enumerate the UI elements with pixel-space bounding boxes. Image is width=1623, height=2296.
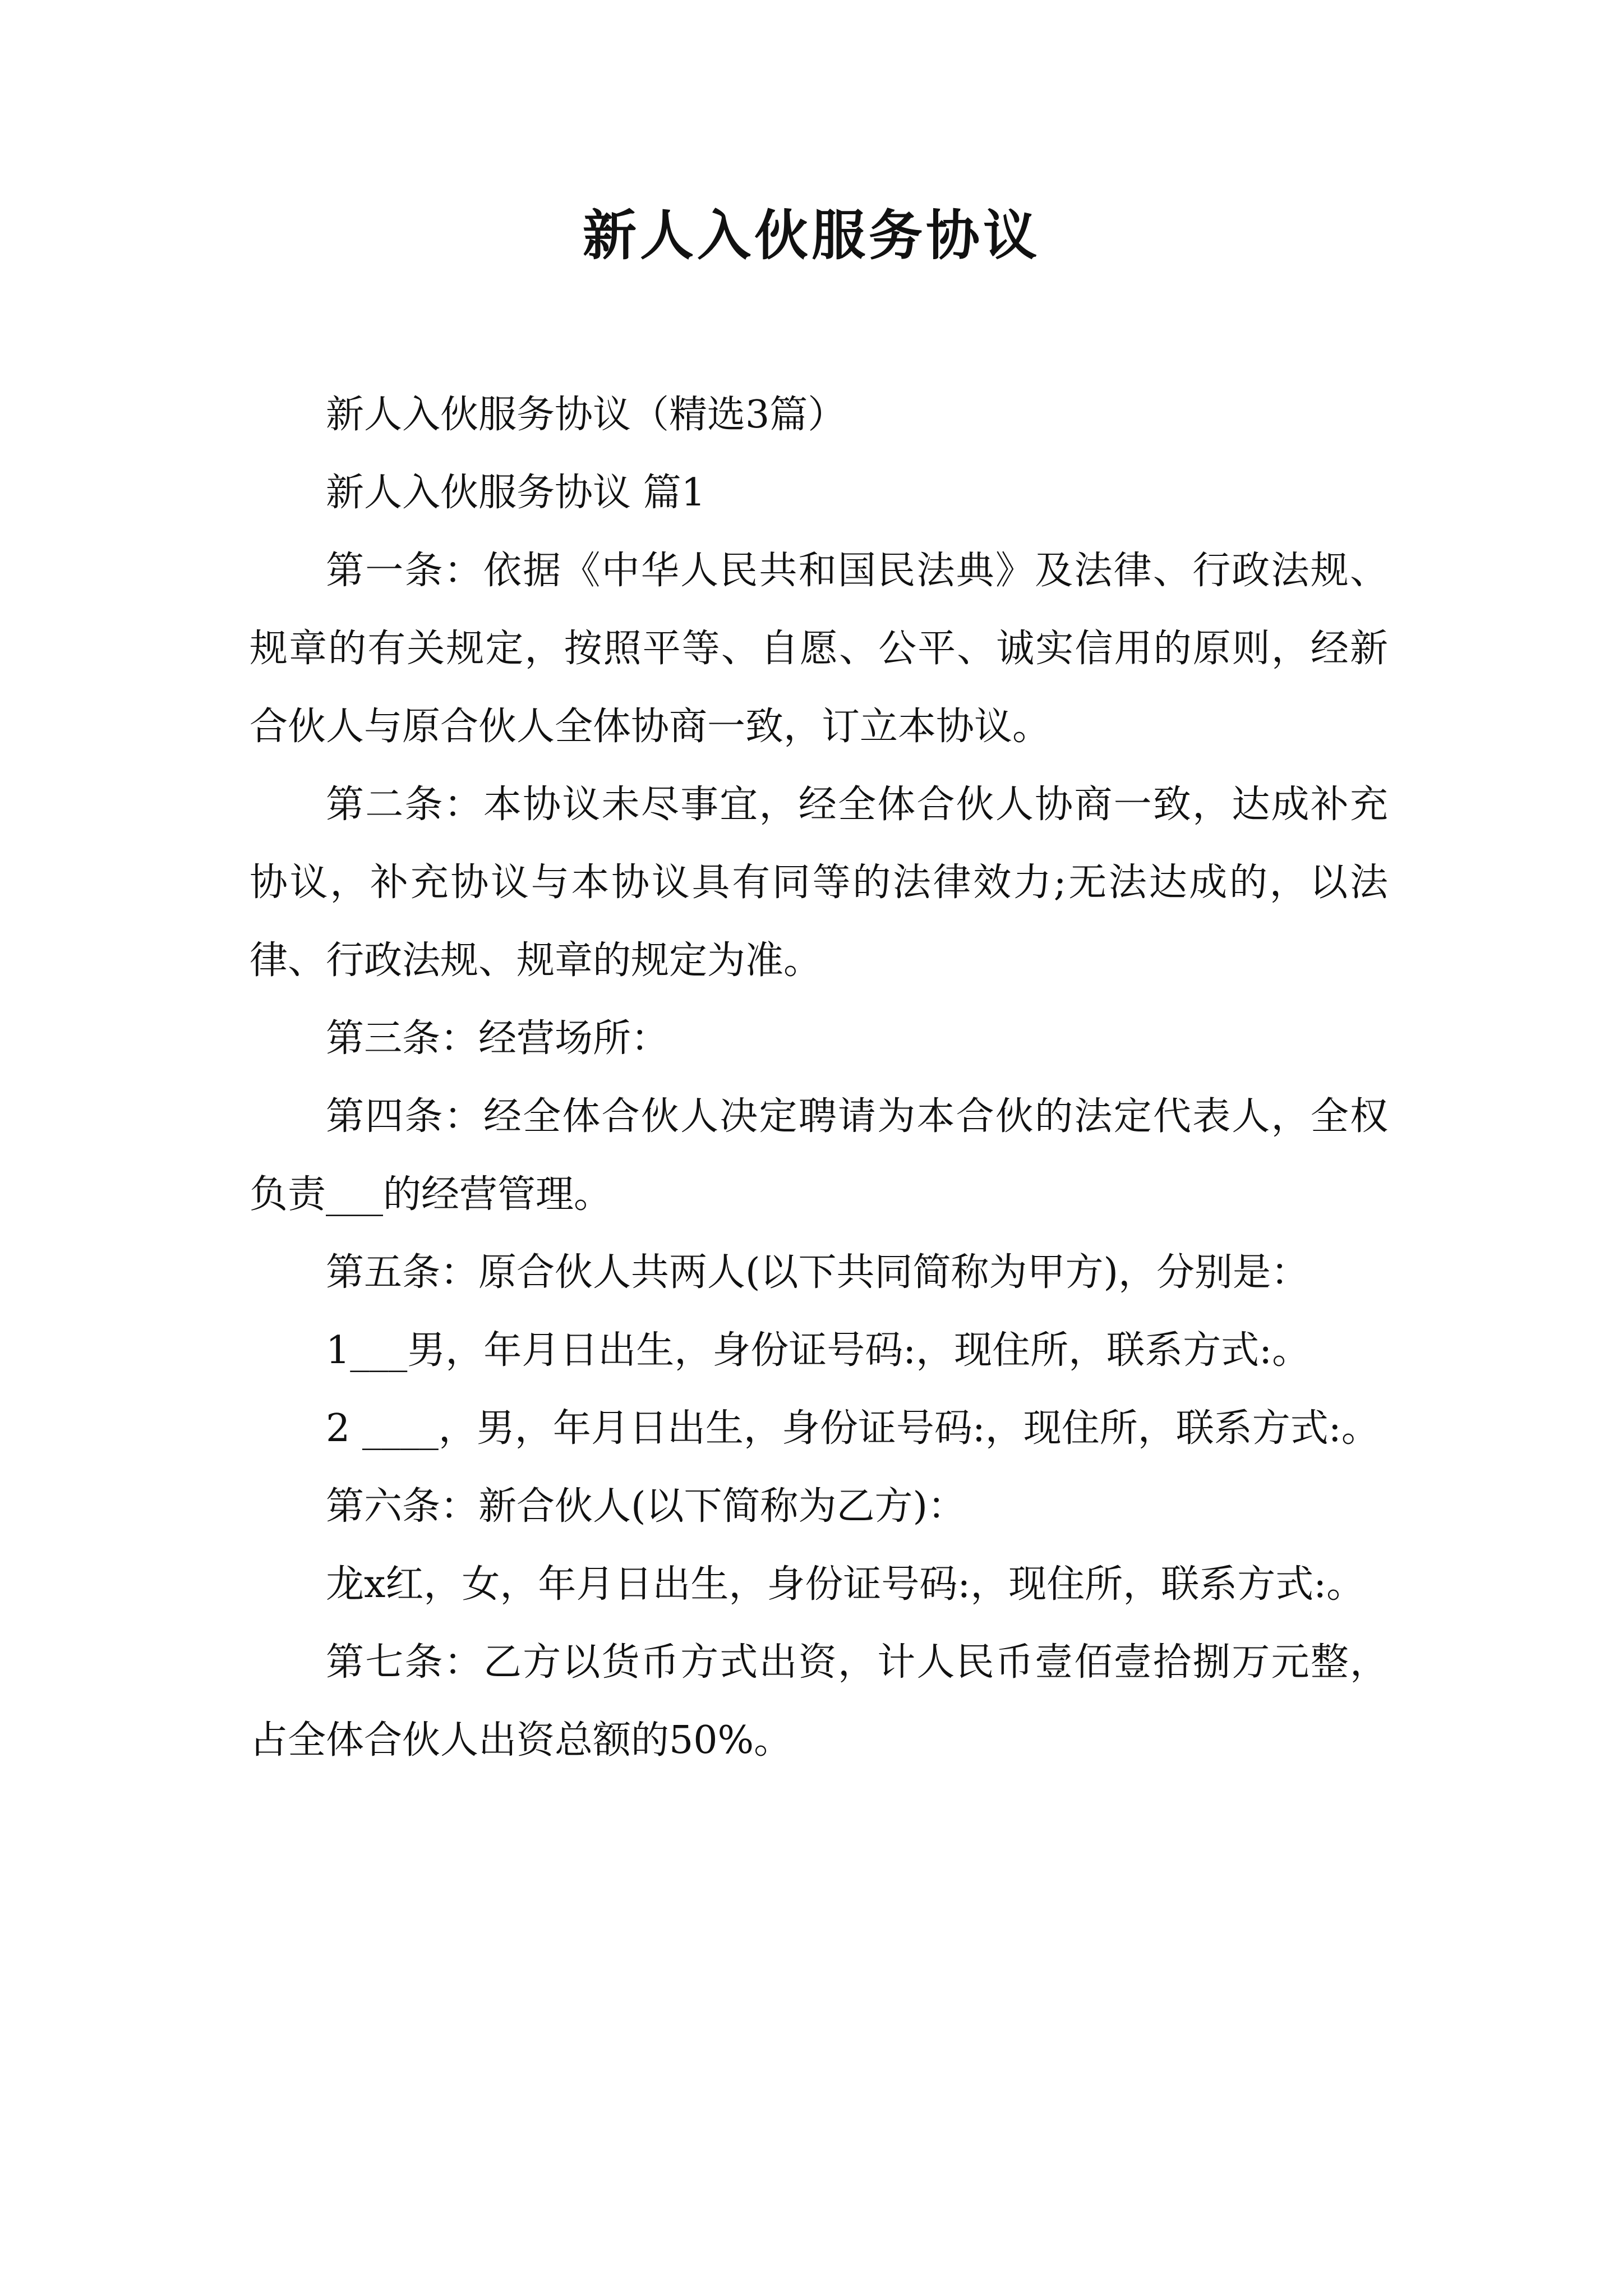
paragraph-article-1: 第一条：依据《中华人民共和国民法典》及法律、行政法规、规章的有关规定，按照平等、自愿、公平、诚实信用的原则，经新合伙人与原合伙人全体协商一致，订立本协议。 (250, 549, 1388, 749)
paragraph-new-partner: 龙x红，女，年月日出生，身份证号码:，现住所，联系方式:。 (326, 1562, 1365, 1607)
document-body (250, 376, 1388, 1779)
paragraph-partner-2: 2 ____，男，年月日出生，身份证号码:，现住所，联系方式:。 (326, 1406, 1380, 1451)
paragraph-partner-1: 1___男，年月日出生，身份证号码:，现住所，联系方式:。 (326, 1328, 1311, 1373)
paragraph-article-5: 第五条：原合伙人共两人(以下共同简称为甲方)，分别是： (326, 1250, 1310, 1295)
document-title: 新人入伙服务协议 (583, 204, 1040, 267)
paragraph-article-6: 第六条：新合伙人(以下简称为乙方)： (326, 1484, 966, 1529)
paragraph-article-2: 第二条：本协议未尽事宜，经全体合伙人协商一致，达成补充协议，补充协议与本协议具有同等的法律效力;无法达成的，以法律、行政法规、规章的规定为准。 (250, 783, 1388, 983)
paragraph-section-heading: 新人入伙服务协议 篇1 (326, 471, 706, 515)
paragraph-article-4: 第四条：经全体合伙人决定聘请为本合伙的法定代表人，全权负责___的经营管理。 (250, 1094, 1388, 1217)
paragraph-subtitle: 新人入伙服务协议（精选3篇） (326, 393, 846, 437)
paragraph-article-3: 第三条：经营场所： (326, 1016, 670, 1061)
paragraph-article-7: 第七条：乙方以货币方式出资，计人民币壹佰壹拾捌万元整，占全体合伙人出资总额的50%。 (250, 1640, 1388, 1763)
